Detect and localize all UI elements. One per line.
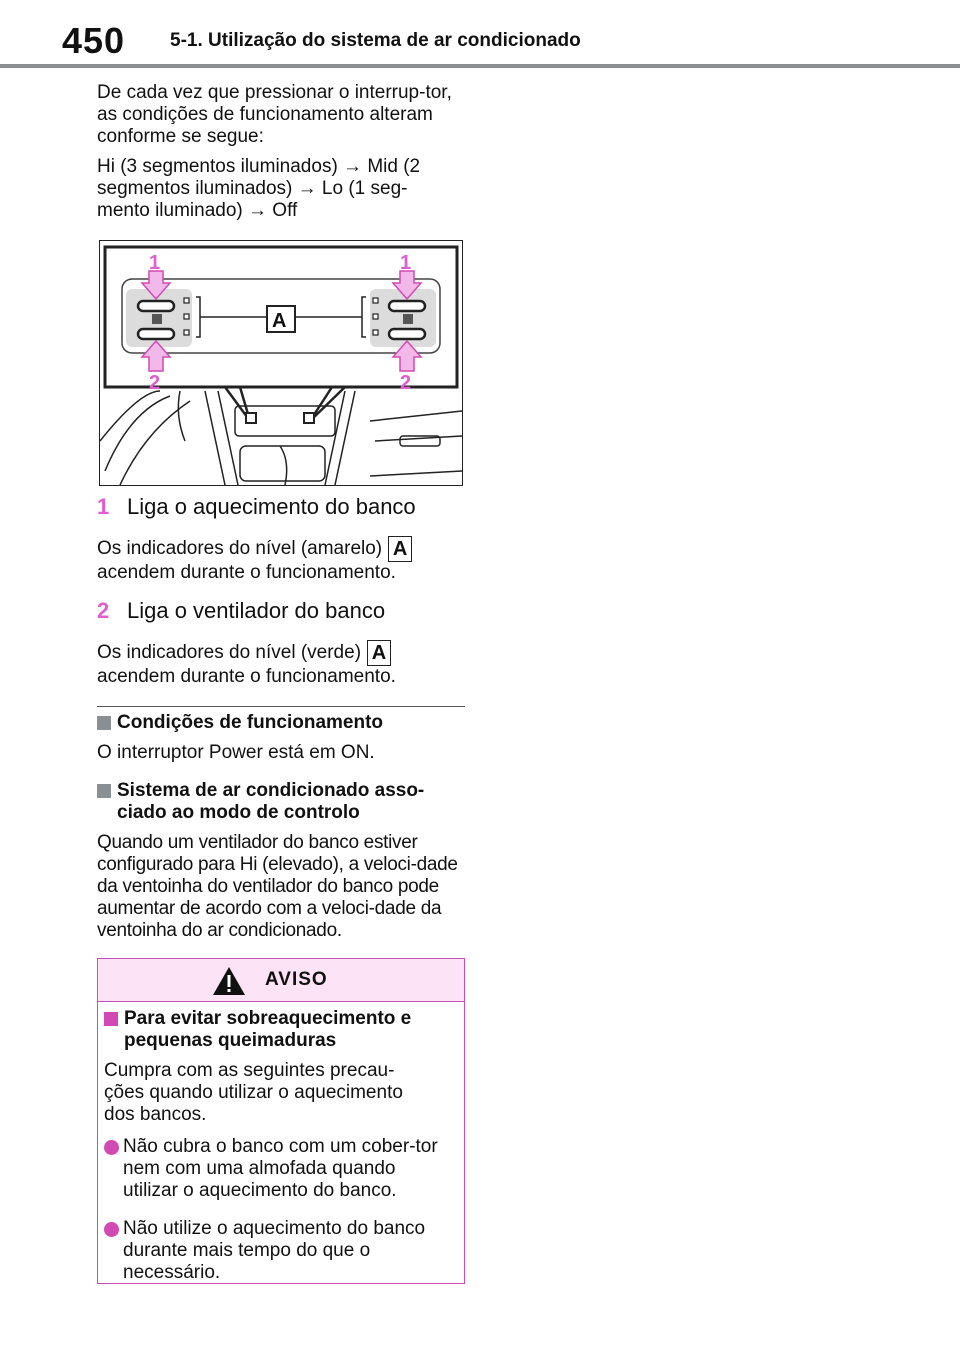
step-2-heading [97, 598, 467, 624]
step-1-description [97, 536, 457, 584]
warning-box [97, 958, 465, 1284]
conditions-heading-text: Condições de funcionamento [117, 712, 384, 733]
conditions-heading [97, 712, 467, 734]
warning-text: Cumpra com as seguintes precau-ções quando utilizar o aquecimento dos bancos. [104, 1060, 403, 1125]
callout-1-left: 1 [149, 252, 161, 274]
square-bullet-icon [97, 716, 111, 730]
section-divider [97, 706, 465, 707]
warning-bullet-2-text: Não utilize o aquecimento do banco durante mais tempo do que o necessário. [123, 1218, 426, 1283]
box-a-1: A [388, 536, 412, 562]
warning-heading [104, 1008, 454, 1052]
step-1-desc-b: acendem durante o funcionamento. [97, 562, 396, 583]
step-1-number: 1 [97, 494, 110, 519]
header-rule [0, 64, 960, 68]
linked-heading [97, 780, 452, 824]
warning-bullet-1 [104, 1136, 454, 1202]
callout-2-right: 2 [400, 372, 412, 394]
linked-text: Quando um ventilador do banco estiver configurado para Hi (elevado), a veloci-dade da ventoinha do ventilador do banco pode aumentar de acordo com a veloci-dade da ventoinha do ar condicionado. [97, 832, 458, 941]
intro-text [97, 82, 467, 222]
page-header [0, 0, 960, 68]
step-2-desc-b: acendem durante o funcionamento. [97, 666, 396, 687]
step-2-desc-a: Os indicadores do nível (verde) [97, 642, 362, 664]
square-bullet-icon [97, 784, 111, 798]
info-section [97, 712, 467, 942]
circle-bullet-icon [104, 1140, 119, 1155]
step-1-heading [97, 494, 467, 520]
warning-body [98, 1002, 454, 1284]
intro-paragraph-1: De cada vez que pressionar o interrup-tor, as condições de funcionamento alteram conforme se segue: [97, 82, 452, 147]
box-a-2: A [367, 640, 391, 666]
intro-paragraph-2: Hi (3 segmentos iluminados) → Mid (2 segmentos iluminados) → Lo (1 seg-mento iluminado) → Off [97, 156, 421, 221]
warning-heading-text: Para evitar sobreaquecimento e pequenas queimaduras [124, 1008, 412, 1051]
callout-2-left: 2 [149, 372, 161, 394]
square-bullet-icon [104, 1012, 118, 1026]
step-1-desc-a: Os indicadores do nível (amarelo) [97, 538, 383, 560]
warning-bullet-2 [104, 1218, 454, 1284]
steps-section [97, 494, 467, 688]
conditions-text: O interruptor Power está em ON. [97, 742, 375, 763]
warning-bullet-1-text: Não cubra o banco com um cober-tor nem com uma almofada quando utilizar o aquecimento do banco. [123, 1136, 438, 1201]
step-1-title: Liga o aquecimento do banco [127, 494, 416, 519]
circle-bullet-icon [104, 1222, 119, 1237]
warning-header [98, 959, 464, 1002]
warning-triangle-icon [212, 966, 246, 996]
step-2-description [97, 640, 457, 688]
section-title: 5-1. Utilização do sistema de ar condicionado [170, 30, 581, 51]
page-number: 450 [62, 20, 126, 61]
callout-1-right: 1 [400, 252, 412, 274]
linked-heading-text: Sistema de ar condicionado asso-ciado ao modo de controlo [117, 780, 425, 823]
step-2-number: 2 [97, 598, 110, 623]
step-2-title: Liga o ventilador do banco [127, 598, 386, 623]
diagram-illustration [100, 241, 462, 485]
callout-a: A [272, 310, 287, 332]
warning-title: AVISO [265, 969, 328, 990]
seat-switch-diagram [99, 240, 463, 486]
